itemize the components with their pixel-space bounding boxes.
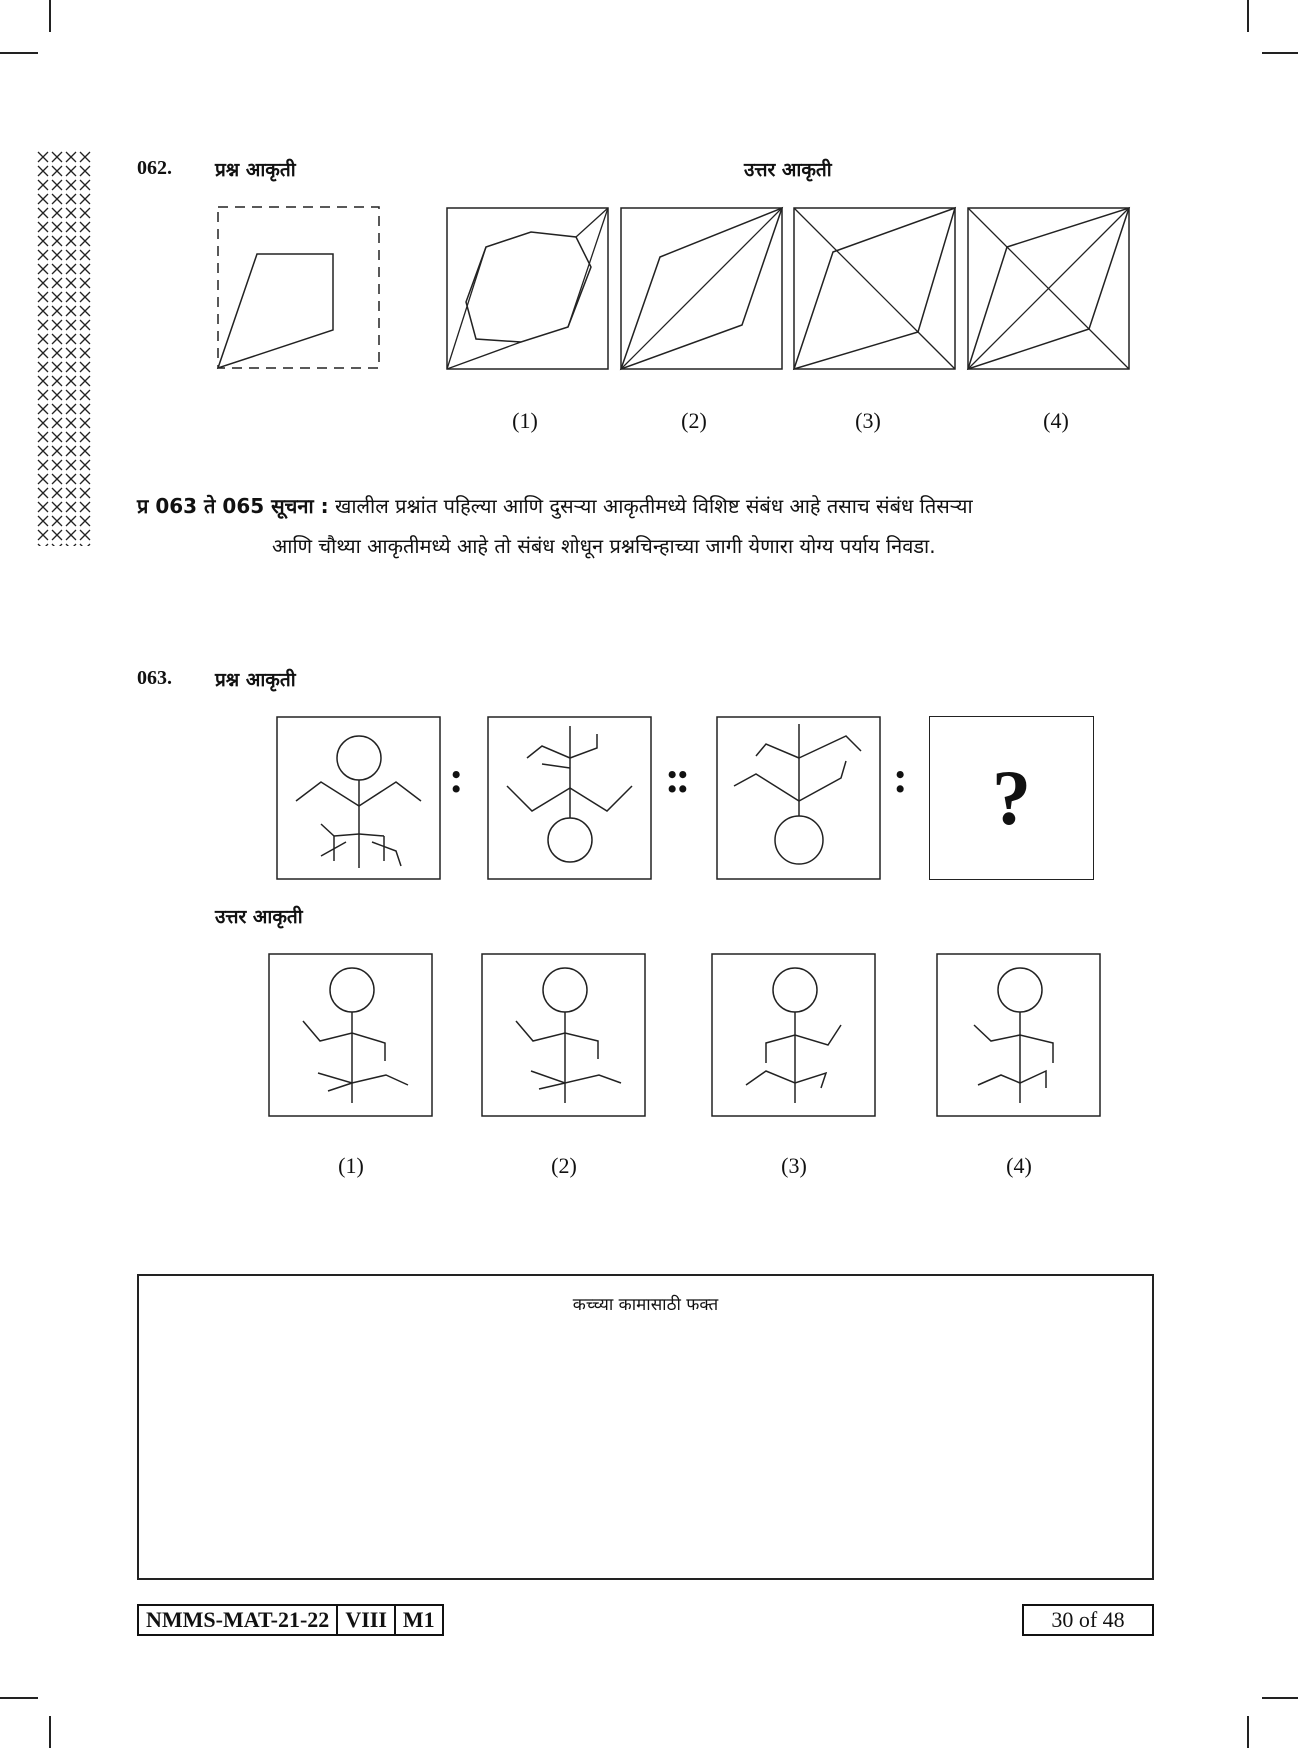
crop-mark: [1262, 52, 1298, 54]
question-figure-4: [929, 716, 1094, 880]
answer-figure-label: उत्तर आकृती: [744, 159, 832, 181]
answer-figure-2[interactable]: [481, 953, 647, 1118]
answer-figure-3[interactable]: [711, 953, 877, 1118]
instructions-line-1: खालील प्रश्नांत पहिल्या आणि दुसऱ्या आकृतीमध्ये विशिष्ट संबंध आहे तसाच संबंध तिसऱ्या: [334, 494, 973, 518]
option-label: (2): [681, 408, 707, 433]
answer-figure-2[interactable]: [620, 207, 784, 371]
answer-figure-4[interactable]: [936, 953, 1102, 1118]
question-figure-label: प्रश्न आकृती: [215, 159, 296, 181]
question-mark: ?: [992, 754, 1031, 841]
option-label: (1): [338, 1153, 364, 1178]
exam-code: NMMS-MAT-21-22: [139, 1606, 338, 1634]
instructions-lead: प्र 063 ते 065 सूचना :: [137, 494, 329, 518]
instructions: [137, 486, 1157, 566]
ratio-separator: :: [893, 753, 908, 802]
option-label: (2): [551, 1153, 577, 1178]
option-label: (3): [855, 408, 881, 433]
crop-mark: [1247, 1716, 1249, 1748]
answer-figure-4[interactable]: [967, 207, 1131, 371]
page-number-text: 30 of 48: [1051, 1607, 1125, 1632]
rough-work-box[interactable]: [137, 1274, 1154, 1580]
crop-mark: [49, 1716, 51, 1748]
class-code: VIII: [338, 1606, 396, 1634]
answer-figure-3[interactable]: [793, 207, 957, 371]
page-number: [1022, 1604, 1154, 1636]
crop-mark: [49, 0, 51, 32]
rough-work-label: कच्च्या कामासाठी फक्त: [572, 1295, 719, 1315]
option-label: (3): [781, 1153, 807, 1178]
footer-code-box: [137, 1604, 444, 1636]
question-figure-3: [716, 716, 882, 881]
option-label: (4): [1043, 408, 1069, 433]
crop-mark: [1262, 1697, 1298, 1699]
answer-figure-1[interactable]: [268, 953, 434, 1118]
answer-figure-1[interactable]: [446, 207, 610, 371]
question-figure-2: [487, 716, 653, 881]
margin-pattern: [36, 150, 94, 550]
proportion-separator: ::: [665, 753, 687, 802]
answer-figure-label: उत्तर आकृती: [215, 906, 303, 928]
option-label: (1): [512, 408, 538, 433]
instructions-line-2: आणि चौथ्या आकृतीमध्ये आहे तो संबंध शोधून प्रश्नचिन्हाच्या जागी येणारा योग्य पर्याय निवडा.: [272, 534, 936, 558]
ratio-separator: :: [449, 753, 464, 802]
question-number: 062.: [137, 157, 172, 179]
crop-mark: [0, 52, 38, 54]
question-figure-label: प्रश्न आकृती: [215, 669, 296, 691]
crop-mark: [1247, 0, 1249, 32]
crop-mark: [0, 1697, 38, 1699]
medium-code: M1: [402, 1607, 435, 1632]
question-figure: [217, 206, 381, 370]
question-number: 063.: [137, 667, 172, 689]
question-figure-1: [276, 716, 442, 881]
option-label: (4): [1006, 1153, 1032, 1178]
